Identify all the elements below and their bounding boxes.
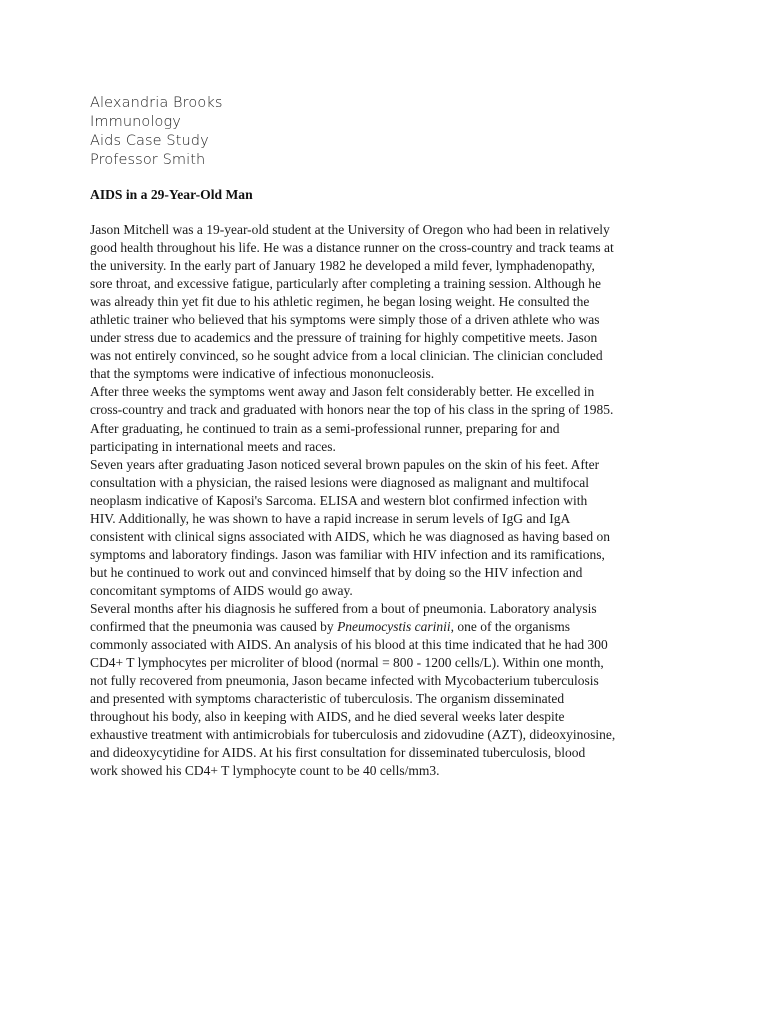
text-line: not fully recovered from pneumonia, Jason became infected with Mycobacterium tuberculosis — [90, 673, 599, 689]
text-line: neoplasm indicative of Kaposi's Sarcoma. ELISA and western blot confirmed infection with — [90, 492, 588, 508]
course-name: Immunology — [90, 114, 181, 130]
text-line: Jason Mitchell was a 19-year-old student at the University of Oregon who had been in relatively — [90, 222, 610, 237]
text-line: and presented with symptoms characteristic of tuberculosis. The organism disseminated — [90, 691, 565, 707]
text-line: consistent with clinical signs associated with AIDS, which he was diagnosed as having based on — [90, 528, 611, 544]
text-line: Several months after his diagnosis he suffered from a bout of pneumonia. Laboratory analysis — [90, 600, 597, 616]
text-line: consultation with a physician, the raised lesions were diagnosed as malignant and multifocal — [90, 474, 589, 490]
assignment-name: Aids Case Study — [90, 133, 209, 149]
text-line: was not entirely convinced, so he sought advice from a local clinician. The clinician concluded — [90, 348, 603, 364]
paragraph-2 — [90, 383, 690, 455]
document-header — [90, 94, 223, 170]
text-line: After graduating, he continued to train as a semi-professional runner, preparing for and — [90, 420, 560, 436]
text-line: participating in international meets and races. — [90, 438, 336, 454]
text-line: and dideoxycytidine for AIDS. At his first consultation for disseminated tuberculosis, blood — [90, 745, 586, 761]
text-line: concomitant symptoms of AIDS would go away. — [90, 582, 353, 598]
text-line: symptoms and laboratory findings. Jason was familiar with HIV infection and its ramifications, — [90, 546, 605, 562]
paragraph-3 — [90, 456, 690, 600]
text-line: but he continued to work out and convinced himself that by doing so the HIV infection and — [90, 564, 583, 580]
text-line: After three weeks the symptoms went away and Jason felt considerably better. He excelled in — [90, 384, 595, 400]
text-line: exhaustive treatment with antimicrobials for tuberculosis and zidovudine (AZT), dideoxyinosine, — [90, 727, 616, 743]
text-line: commonly associated with AIDS. An analysis of his blood at this time indicated that he had 300 — [90, 637, 608, 653]
document-title: AIDS in a 29-Year-Old Man — [90, 187, 253, 202]
text-line: was already thin yet fit due to his athletic regimen, he began losing weight. He consulted the — [90, 294, 590, 310]
organism-name-italic: Pneumocystis carinii — [337, 619, 451, 635]
text-segment: , one of the organisms — [450, 619, 571, 635]
text-line: the university. In the early part of January 1982 he developed a mild fever, lymphadenopathy, — [90, 258, 595, 274]
text-line: work showed his CD4+ T lymphocyte count to be 40 cells/mm3. — [90, 763, 440, 779]
text-line: CD4+ T lymphocytes per microliter of blood (normal = 800 - 1200 cells/L). Within one month, — [90, 655, 604, 671]
professor-name: Professor Smith — [90, 152, 206, 168]
text-line: sore throat, and excessive fatigue, particularly after completing a training session. Although he — [90, 276, 601, 292]
paragraph-1 — [90, 221, 690, 383]
text-line: that the symptoms were indicative of infectious mononucleosis. — [90, 366, 435, 382]
text-line: good health throughout his life. He was a distance runner on the cross-country and track teams at — [90, 240, 614, 256]
text-line: HIV. Additionally, he was shown to have a rapid increase in serum levels of IgG and IgA — [90, 510, 571, 526]
text-line: under stress due to academics and the pressure of training for highly competitive meets. Jason — [90, 330, 598, 346]
text-segment: confirmed that the pneumonia was caused by — [90, 619, 338, 635]
text-line: throughout his body, also in keeping with AIDS, and he died several weeks later despite — [90, 709, 565, 725]
document-body — [90, 221, 690, 780]
paragraph-4 — [90, 600, 690, 780]
text-line: athletic trainer who believed that his symptoms were simply those of a driven athlete who was — [90, 312, 600, 328]
text-line-with-italic — [90, 618, 690, 636]
text-line: Seven years after graduating Jason noticed several brown papules on the skin of his feet. After — [90, 456, 600, 472]
author-name: Alexandria Brooks — [90, 95, 223, 111]
text-line: cross-country and track and graduated with honors near the top of his class in the spring of 1985. — [90, 402, 614, 418]
